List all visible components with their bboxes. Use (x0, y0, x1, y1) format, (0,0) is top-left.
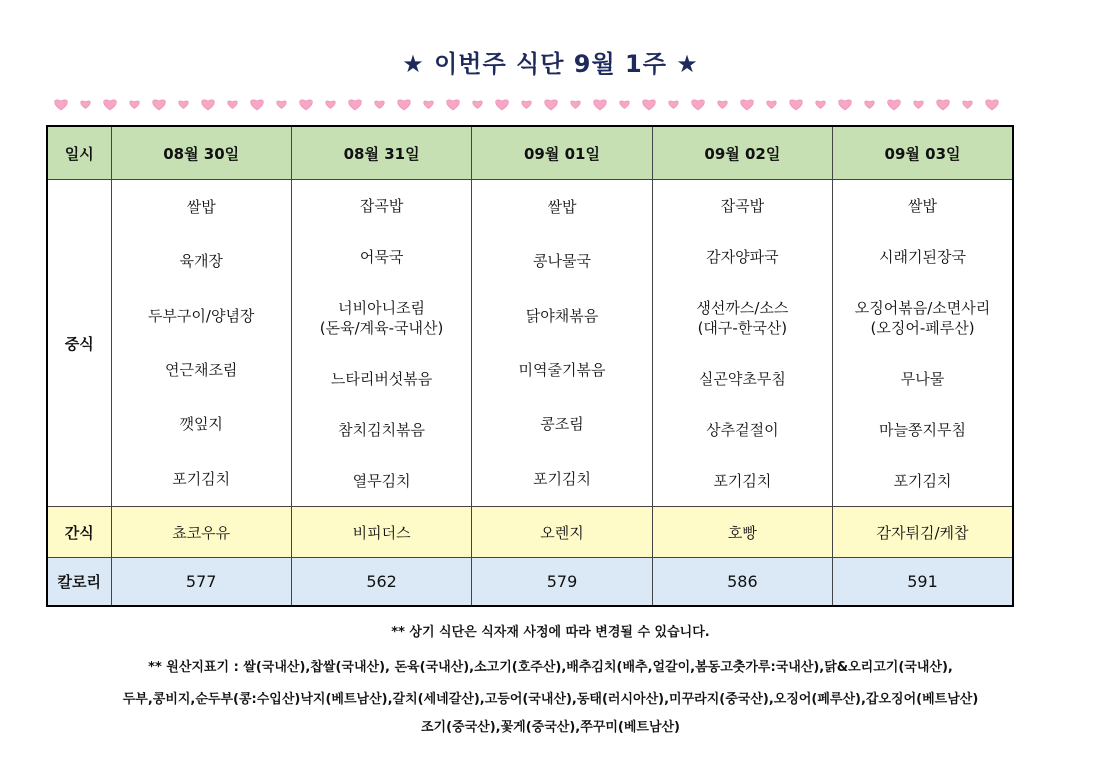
lunch-cell (111, 180, 291, 507)
calorie-row (47, 558, 1013, 607)
snack-cell: 호빵 (652, 507, 832, 558)
lunch-cell (472, 180, 652, 507)
snack-cell: 비피더스 (291, 507, 471, 558)
heart-icon (522, 101, 532, 109)
heart-icon (741, 100, 754, 110)
dish: 포기김치 (713, 471, 772, 490)
origin-note-line3: 조기(중국산),꽃게(중국산),쭈꾸미(베트남산) (420, 720, 680, 735)
snack-cell: 감자튀김/케찹 (833, 507, 1013, 558)
calorie-cell: 562 (291, 558, 471, 607)
dish: 육개장 (179, 252, 223, 271)
heart-icon (888, 100, 901, 110)
dish: 참치김치볶음 (338, 420, 426, 439)
heart-icon (692, 100, 705, 110)
heart-icon (251, 100, 264, 110)
dish: 쌀밥 (547, 198, 577, 217)
heart-icon (643, 100, 656, 110)
origin-note-line2: 두부,콩비지,순두부(콩:수입산)낙지(베트남산),갈치(세네갈산),고등어(국내산),동태(러시아산),미꾸라지(중국산),오징어(페루산),갑오징어(베트남산) (122, 692, 979, 707)
heart-icon (375, 101, 385, 109)
dish: 느타리버섯볶음 (330, 369, 433, 388)
dish: 포기김치 (893, 471, 952, 490)
heart-icon (496, 100, 509, 110)
heart-icon (398, 100, 411, 110)
heart-icon (571, 101, 581, 109)
meal-table (46, 125, 1014, 607)
heart-icon (153, 100, 166, 110)
heart-icon (986, 100, 999, 110)
heart-icon (594, 100, 607, 110)
dish: 시래기된장국 (879, 247, 966, 266)
heart-icon (202, 100, 215, 110)
heart-icon (277, 101, 287, 109)
heart-icon (839, 100, 852, 110)
date-cell: 08월 31일 (291, 126, 471, 180)
heart-icon (300, 100, 313, 110)
calorie-cell: 591 (833, 558, 1013, 607)
date-cell: 09월 03일 (833, 126, 1013, 180)
dish: 실곤약초무침 (698, 369, 786, 388)
snack-row (47, 507, 1013, 558)
dish: 포기김치 (172, 469, 231, 488)
calorie-cell: 577 (111, 558, 291, 607)
dish: 닭야채볶음 (525, 306, 599, 325)
dish: 열무김치 (352, 471, 411, 490)
dish: 깻잎지 (179, 415, 223, 434)
snack-cell: 오렌지 (472, 507, 652, 558)
dish: 포기김치 (532, 469, 591, 488)
calorie-cell: 579 (472, 558, 652, 607)
dish: 미역줄기볶음 (518, 361, 606, 380)
dish: 마늘쫑지무침 (879, 420, 966, 439)
calorie-label: 칼로리 (47, 558, 111, 607)
heart-icon (228, 101, 238, 109)
dish: 무나물 (900, 369, 945, 388)
heart-icon (424, 101, 434, 109)
lunch-cell (833, 180, 1013, 507)
date-label: 일시 (47, 126, 111, 180)
heart-icon (767, 101, 777, 109)
dish: 연근채조림 (164, 361, 238, 380)
heart-icon (816, 101, 826, 109)
dish: 어묵국 (359, 247, 404, 266)
dish: 오징어볶음/소면사리 (오징어-페루산) (854, 298, 991, 337)
date-row (47, 126, 1013, 180)
heart-icon (718, 101, 728, 109)
heart-icon (447, 100, 460, 110)
date-cell: 09월 02일 (652, 126, 832, 180)
calorie-cell: 586 (652, 558, 832, 607)
heart-icon (349, 100, 362, 110)
heart-icon (179, 101, 189, 109)
lunch-cell (291, 180, 471, 507)
heart-icon (81, 101, 91, 109)
lunch-cell (652, 180, 832, 507)
heart-icon (937, 100, 950, 110)
heart-icon (130, 101, 140, 109)
date-cell: 08월 30일 (111, 126, 291, 180)
heart-icon (473, 101, 483, 109)
hearts-divider (52, 95, 1012, 113)
dish: 상추겉절이 (706, 420, 779, 439)
dish: 감자양파국 (706, 247, 779, 266)
dish: 두부구이/양념장 (147, 306, 255, 325)
snack-label: 간식 (47, 507, 111, 558)
dish: 잡곡밥 (359, 196, 404, 215)
heart-icon (620, 101, 630, 109)
date-cell: 09월 01일 (472, 126, 652, 180)
lunch-row (47, 180, 1013, 507)
heart-icon (963, 101, 973, 109)
heart-icon (914, 101, 924, 109)
dish: 생선까스/소스 (대구-한국산) (696, 298, 789, 337)
heart-icon (545, 100, 558, 110)
heart-icon (326, 101, 336, 109)
heart-icon (55, 100, 68, 110)
heart-icon (104, 100, 117, 110)
change-notice: ** 상기 식단은 식자재 사정에 따라 변경될 수 있습니다. (391, 625, 710, 640)
origin-note-line1: ** 원산지표기 : 쌀(국내산),찹쌀(국내산), 돈육(국내산),소고기(호주산),배추김치(배추,얼갈이,봄동고춧가루:국내산),닭&오리고기(국내산), (148, 660, 953, 675)
snack-cell: 쵸코우유 (111, 507, 291, 558)
heart-icon (669, 101, 679, 109)
heart-icon (865, 101, 875, 109)
dish: 너비아니조림 (돈육/계육-국내산) (319, 298, 444, 337)
dish: 쌀밥 (186, 198, 216, 217)
dish: 쌀밥 (908, 196, 938, 215)
lunch-label: 중식 (47, 180, 111, 507)
dish: 콩나물국 (532, 252, 591, 271)
heart-icon (790, 100, 803, 110)
page-title: ★ 이번주 식단 9월 1주 ★ (402, 50, 699, 78)
dish: 잡곡밥 (720, 196, 765, 215)
dish: 콩조림 (540, 415, 584, 434)
heart-border-icon (52, 95, 1012, 113)
